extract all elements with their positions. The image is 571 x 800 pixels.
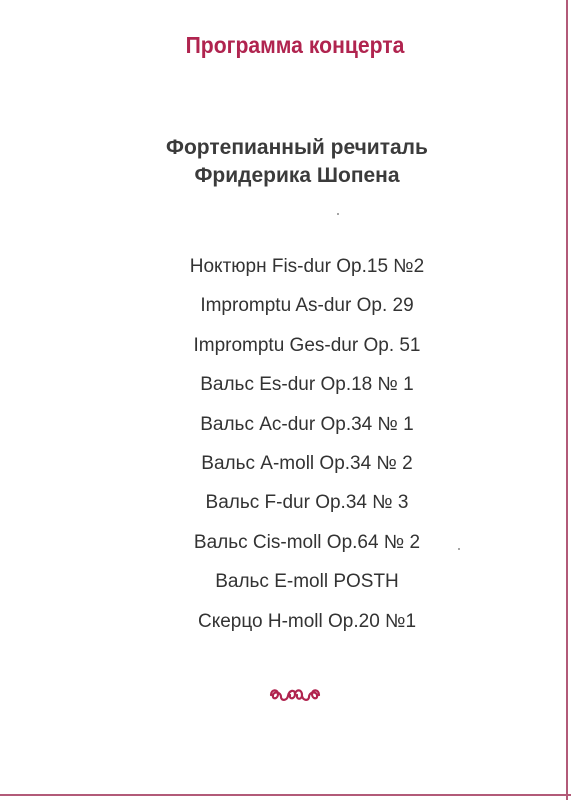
program-item: Скерцо H-moll Op.20 №1: [197, 610, 417, 632]
program-item: Вальс Cis-moll Op.64 № 2: [193, 531, 421, 553]
program-list: [0, 250, 571, 644]
page-title: Программа концерта: [185, 32, 405, 58]
program-item: Impromptu Ges-dur Op. 51: [193, 334, 421, 356]
ornament-flourish-icon: [268, 684, 322, 706]
page-edge-bottom: [0, 794, 571, 796]
program-item: Вальс E-moll POSTH: [215, 571, 399, 593]
scan-speck: [458, 548, 460, 550]
subtitle-line-1: Фортепианный речиталь: [166, 136, 428, 159]
program-item: Вальс Es-dur Op.18 № 1: [200, 374, 414, 396]
program-item: Вальс F-dur Op.34 № 3: [205, 492, 409, 514]
program-item: Вальс Ac-dur Op.34 № 1: [200, 413, 414, 435]
program-item: Impromptu As-dur Op. 29: [200, 295, 414, 317]
program-item: Вальс A-moll Op.34 № 2: [201, 452, 413, 474]
scan-speck: [337, 213, 339, 215]
subtitle-line-2: Фридерика Шопена: [194, 164, 400, 187]
program-item: Ноктюрн Fis-dur Op.15 №2: [189, 256, 425, 277]
recital-subtitle: [0, 134, 571, 190]
